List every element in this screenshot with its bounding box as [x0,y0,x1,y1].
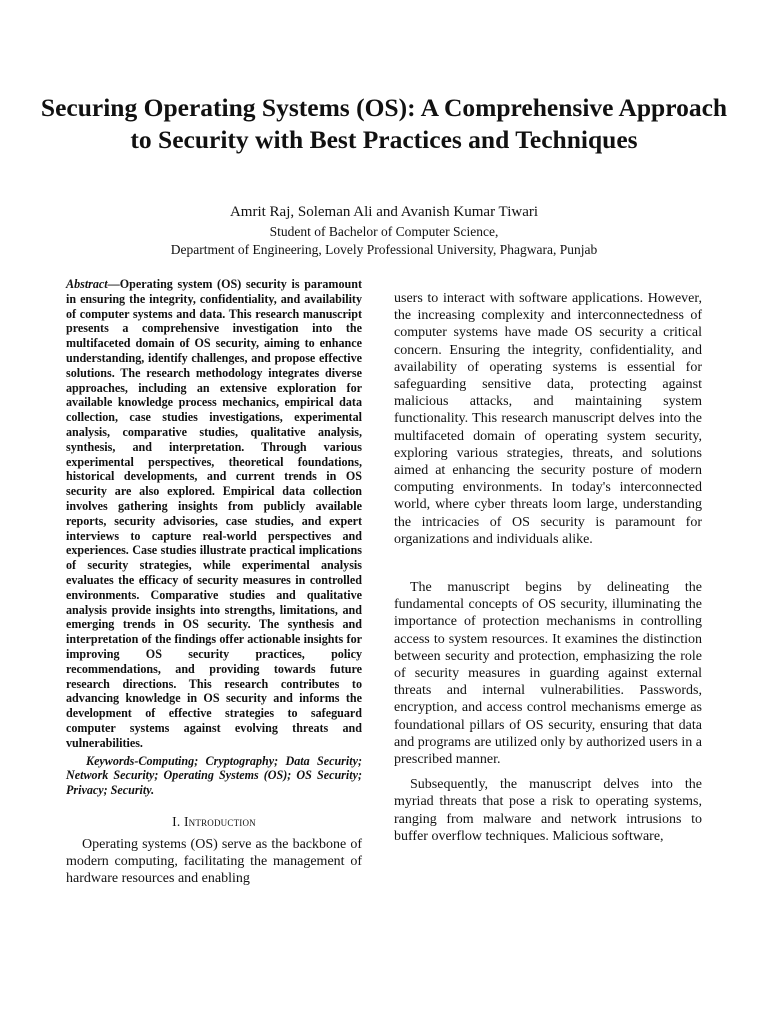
right-column [394,290,702,845]
right-paragraph-2: The manuscript begins by delineating the fundamental concepts of OS security, illuminating the importance of protection mechanisms in controlling access to system resources. It examines the distinction between security and protection, emphasizing the role of security measures in guarding against external threats and internal vulnerabilities. Passwords, encryption, and access control mechanisms emerge as foundational pillars of OS security, ensuring that data and programs are utilized only by authorized users in a prescribed manner. [394,580,702,768]
paper-title: Securing Operating Systems (OS): A Comprehensive Approach to Security with Best Practices and Techniques [40,93,728,154]
keywords: Keywords-Computing; Cryptography; Data Security; Network Security; Operating Systems (OS); OS Security; Privacy; Security. [66,753,362,798]
affiliation-line-2: Department of Engineering, Lovely Professional University, Phagwara, Punjab [170,242,598,257]
section-heading-introduction: I. Introduction [172,813,256,829]
abstract-label: Abstract [66,277,108,291]
abstract [66,277,362,751]
affiliation-line-1: Student of Bachelor of Computer Science, [269,224,499,239]
intro-paragraph: Operating systems (OS) serve as the backbone of modern computing, facilitating the management of hardware resources and enabling [66,836,362,887]
abstract-dash: — [107,277,120,291]
right-paragraph-3: Subsequently, the manuscript delves into the myriad threats that pose a risk to operating systems, ranging from malware and network intrusions to buffer overflow techniques. Malicious software, [394,777,702,844]
left-column [66,277,362,888]
right-paragraph-1: users to interact with software applications. However, the increasing complexity and interconnectedness of computer systems have made OS security a critical concern. Ensuring the integrity, confidentiality, and availability of operating systems is essential for safeguarding sensitive data, protecting against malicious attacks, and maintaining system functionality. This research manuscript delves into the multifaceted domain of operating system security, exploring various strategies, threats, and solutions aimed at enhancing the security posture of modern computing environments. In today's interconnected world, where cyber threats loom large, understanding the intricacies of OS security is paramount for organizations and individuals alike. [394,291,702,547]
abstract-text: Operating system (OS) security is paramount in ensuring the integrity, confidentiality, and availability of computer systems and data. This research manuscript presents a comprehensive investigation into the multifaceted domain of OS security, aiming to enhance understanding, identify challenges, and propose effective solutions. The research methodology integrates diverse approaches, including an extensive exploration for available knowledge process mechanics, empirical data collection, case studies investigations, experimental analysis, comparative studies, qualitative analysis, synthesis, and interpretation. Through various experimental perspectives, theoretical foundations, historical developments, and current trends in OS security are also explored. Empirical data collection involves gathering insights from publicly available reports, security advisories, case studies, and expert interviews to capture real-world perspectives and experiences. Case studies illustrate practical implications of security strategies, while experimental analysis evaluates the efficacy of security measures in controlled environments. Comparative studies and qualitative analysis provide insights into strengths, limitations, and emerging trends in OS security. The synthesis and interpretation of the findings offer actionable insights for improving OS security practices, policy recommendations, and providing towards future research directions. This research contributes to advancing knowledge in OS security and informs the development of effective strategies to safeguard computer systems against evolving threats and vulnerabilities. [66,277,362,750]
author-list: Amrit Raj, Soleman Ali and Avanish Kumar Tiwari [229,204,539,220]
